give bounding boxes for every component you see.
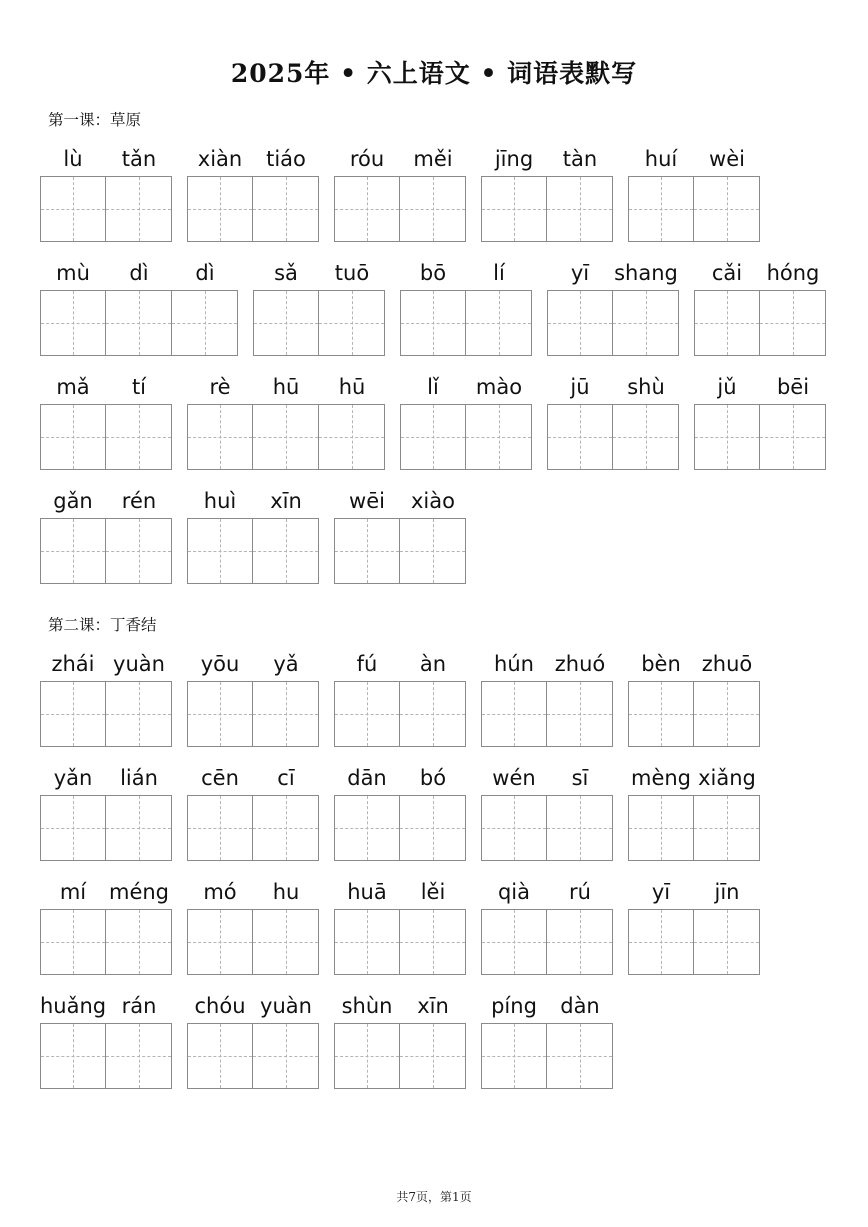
tianzige-writing-box[interactable] bbox=[253, 909, 319, 975]
character-cell bbox=[187, 989, 253, 1089]
character-cell bbox=[694, 761, 760, 861]
tianzige-writing-box[interactable] bbox=[547, 290, 613, 356]
word-entry bbox=[628, 142, 760, 242]
tianzige-writing-box[interactable] bbox=[400, 290, 466, 356]
character-cell bbox=[547, 647, 613, 747]
character-cell bbox=[106, 761, 172, 861]
character-cell bbox=[481, 647, 547, 747]
pinyin-label: chóu bbox=[194, 994, 246, 1018]
pinyin-label: yōu bbox=[200, 652, 240, 676]
character-cell bbox=[613, 370, 679, 470]
pinyin-label: mǎ bbox=[56, 375, 90, 399]
tianzige-writing-box[interactable] bbox=[400, 909, 466, 975]
pinyin-label: xīn bbox=[270, 489, 302, 513]
word-entry bbox=[547, 256, 679, 356]
tianzige-writing-box[interactable] bbox=[187, 404, 253, 470]
pinyin-label: xiàn bbox=[197, 147, 243, 171]
pinyin-label: lù bbox=[63, 147, 83, 171]
character-cell bbox=[760, 370, 826, 470]
character-cell bbox=[628, 875, 694, 975]
lesson-title: 第一课：草原 bbox=[48, 111, 142, 129]
pinyin-label: huì bbox=[203, 489, 237, 513]
tianzige-writing-box[interactable] bbox=[466, 290, 532, 356]
character-cell bbox=[466, 256, 532, 356]
character-cell bbox=[319, 370, 385, 470]
tianzige-writing-box[interactable] bbox=[481, 1023, 547, 1089]
tianzige-writing-box[interactable] bbox=[481, 681, 547, 747]
tianzige-writing-box[interactable] bbox=[694, 176, 760, 242]
tianzige-writing-box[interactable] bbox=[400, 795, 466, 861]
character-cell bbox=[172, 256, 238, 356]
word-entry bbox=[187, 989, 319, 1089]
tianzige-writing-box[interactable] bbox=[334, 909, 400, 975]
tianzige-writing-box[interactable] bbox=[334, 176, 400, 242]
tianzige-writing-box[interactable] bbox=[613, 404, 679, 470]
pinyin-label: rè bbox=[209, 375, 231, 399]
pinyin-label: yǎn bbox=[53, 766, 93, 790]
character-cell bbox=[547, 761, 613, 861]
character-cell bbox=[40, 142, 106, 242]
pinyin-label: tuō bbox=[334, 261, 370, 285]
pinyin-label: lí bbox=[493, 261, 505, 285]
pinyin-label: huǎng bbox=[40, 994, 107, 1018]
pinyin-label: xiǎng bbox=[698, 766, 756, 790]
pinyin-label: fú bbox=[356, 652, 378, 676]
pinyin-label: hu bbox=[272, 880, 300, 904]
character-cell bbox=[400, 647, 466, 747]
character-cell bbox=[187, 761, 253, 861]
tianzige-writing-box[interactable] bbox=[40, 909, 106, 975]
tianzige-writing-box[interactable] bbox=[106, 404, 172, 470]
character-cell bbox=[694, 370, 760, 470]
pinyin-label: dì bbox=[129, 261, 149, 285]
character-cell bbox=[400, 761, 466, 861]
tianzige-writing-box[interactable] bbox=[187, 176, 253, 242]
tianzige-writing-box[interactable] bbox=[481, 795, 547, 861]
character-cell bbox=[253, 989, 319, 1089]
tianzige-writing-box[interactable] bbox=[628, 681, 694, 747]
tianzige-writing-box[interactable] bbox=[628, 795, 694, 861]
pinyin-label: zhuō bbox=[701, 652, 753, 676]
character-cell bbox=[187, 370, 253, 470]
character-cell bbox=[694, 256, 760, 356]
pinyin-label: rú bbox=[569, 880, 591, 904]
tianzige-writing-box[interactable] bbox=[400, 1023, 466, 1089]
word-entry bbox=[628, 761, 760, 861]
character-cell bbox=[334, 875, 400, 975]
tianzige-writing-box[interactable] bbox=[187, 909, 253, 975]
character-cell bbox=[187, 647, 253, 747]
character-cell bbox=[547, 142, 613, 242]
character-cell bbox=[253, 647, 319, 747]
word-entry bbox=[628, 875, 760, 975]
pinyin-label: wèi bbox=[709, 147, 745, 171]
character-cell bbox=[106, 989, 172, 1089]
pinyin-label: jū bbox=[570, 375, 590, 399]
pinyin-label: wén bbox=[492, 766, 536, 790]
tianzige-writing-box[interactable] bbox=[694, 795, 760, 861]
character-cell bbox=[481, 989, 547, 1089]
character-cell bbox=[547, 875, 613, 975]
pinyin-label: dì bbox=[195, 261, 215, 285]
character-cell bbox=[547, 370, 613, 470]
character-cell bbox=[481, 761, 547, 861]
tianzige-writing-box[interactable] bbox=[613, 290, 679, 356]
character-cell bbox=[481, 875, 547, 975]
character-cell bbox=[40, 761, 106, 861]
character-cell bbox=[694, 142, 760, 242]
tianzige-writing-box[interactable] bbox=[253, 518, 319, 584]
lesson-title: 第二课：丁香结 bbox=[48, 616, 157, 634]
tianzige-writing-box[interactable] bbox=[40, 681, 106, 747]
tianzige-writing-box[interactable] bbox=[187, 795, 253, 861]
word-entry bbox=[481, 647, 613, 747]
pinyin-label: shang bbox=[614, 261, 678, 285]
pinyin-label: cēn bbox=[201, 766, 239, 790]
character-cell bbox=[106, 256, 172, 356]
word-entry bbox=[694, 370, 826, 470]
character-cell bbox=[40, 875, 106, 975]
character-cell bbox=[106, 647, 172, 747]
word-entry bbox=[187, 761, 319, 861]
tianzige-writing-box[interactable] bbox=[187, 681, 253, 747]
character-cell bbox=[187, 142, 253, 242]
word-entry bbox=[253, 256, 385, 356]
tianzige-writing-box[interactable] bbox=[106, 290, 172, 356]
pinyin-label: shù bbox=[627, 375, 665, 399]
word-entry bbox=[40, 989, 172, 1089]
character-cell bbox=[694, 875, 760, 975]
word-entry bbox=[40, 484, 172, 584]
pinyin-label: cī bbox=[277, 766, 295, 790]
tianzige-writing-box[interactable] bbox=[253, 290, 319, 356]
pinyin-label: dān bbox=[347, 766, 387, 790]
tianzige-writing-box[interactable] bbox=[334, 795, 400, 861]
pinyin-label: wēi bbox=[349, 489, 385, 513]
tianzige-writing-box[interactable] bbox=[400, 681, 466, 747]
tianzige-writing-box[interactable] bbox=[187, 1023, 253, 1089]
word-entry bbox=[334, 989, 466, 1089]
pinyin-label: dàn bbox=[560, 994, 600, 1018]
tianzige-writing-box[interactable] bbox=[106, 909, 172, 975]
pinyin-label: hún bbox=[494, 652, 534, 676]
tianzige-writing-box[interactable] bbox=[466, 404, 532, 470]
character-cell bbox=[253, 142, 319, 242]
pinyin-label: gǎn bbox=[53, 489, 93, 513]
tianzige-writing-box[interactable] bbox=[319, 404, 385, 470]
tianzige-writing-box[interactable] bbox=[694, 909, 760, 975]
word-entry bbox=[694, 256, 826, 356]
pinyin-label: zhái bbox=[51, 652, 95, 676]
word-entry bbox=[334, 484, 466, 584]
pinyin-label: tǎn bbox=[121, 147, 157, 171]
tianzige-writing-box[interactable] bbox=[400, 404, 466, 470]
word-entry bbox=[400, 256, 532, 356]
character-cell bbox=[628, 761, 694, 861]
character-cell bbox=[106, 875, 172, 975]
character-cell bbox=[694, 647, 760, 747]
tianzige-writing-box[interactable] bbox=[106, 681, 172, 747]
pinyin-label: àn bbox=[419, 652, 447, 676]
tianzige-writing-box[interactable] bbox=[547, 681, 613, 747]
tianzige-writing-box[interactable] bbox=[172, 290, 238, 356]
word-entry bbox=[481, 989, 613, 1089]
pinyin-label: róu bbox=[349, 147, 385, 171]
tianzige-writing-box[interactable] bbox=[400, 176, 466, 242]
word-entry bbox=[547, 370, 679, 470]
tianzige-writing-box[interactable] bbox=[40, 795, 106, 861]
character-cell bbox=[481, 142, 547, 242]
tianzige-writing-box[interactable] bbox=[319, 290, 385, 356]
character-cell bbox=[400, 875, 466, 975]
pinyin-label: hóng bbox=[766, 261, 820, 285]
pinyin-label: cǎi bbox=[711, 261, 743, 285]
tianzige-writing-box[interactable] bbox=[106, 518, 172, 584]
tianzige-writing-box[interactable] bbox=[628, 176, 694, 242]
pinyin-label: mào bbox=[475, 375, 523, 399]
word-entry bbox=[40, 761, 172, 861]
pinyin-label: tiáo bbox=[266, 147, 306, 171]
pinyin-label: rén bbox=[121, 489, 157, 513]
tianzige-writing-box[interactable] bbox=[760, 290, 826, 356]
tianzige-writing-box[interactable] bbox=[187, 518, 253, 584]
tianzige-writing-box[interactable] bbox=[694, 404, 760, 470]
word-entry bbox=[481, 142, 613, 242]
character-cell bbox=[466, 370, 532, 470]
tianzige-writing-box[interactable] bbox=[253, 795, 319, 861]
pinyin-label: huā bbox=[347, 880, 387, 904]
tianzige-writing-box[interactable] bbox=[760, 404, 826, 470]
character-cell bbox=[253, 761, 319, 861]
character-cell bbox=[253, 370, 319, 470]
pinyin-label: sǎ bbox=[274, 261, 298, 285]
tianzige-writing-box[interactable] bbox=[253, 404, 319, 470]
pinyin-label: tàn bbox=[562, 147, 598, 171]
pinyin-label: yī bbox=[651, 880, 671, 904]
tianzige-writing-box[interactable] bbox=[334, 1023, 400, 1089]
tianzige-writing-box[interactable] bbox=[628, 909, 694, 975]
tianzige-writing-box[interactable] bbox=[40, 1023, 106, 1089]
character-cell bbox=[40, 989, 106, 1089]
pinyin-label: měi bbox=[413, 147, 453, 171]
tianzige-writing-box[interactable] bbox=[334, 681, 400, 747]
word-entry bbox=[40, 142, 172, 242]
pinyin-label: mó bbox=[203, 880, 237, 904]
pinyin-label: bèn bbox=[641, 652, 681, 676]
word-entry bbox=[187, 142, 319, 242]
tianzige-writing-box[interactable] bbox=[253, 681, 319, 747]
character-cell bbox=[547, 989, 613, 1089]
pinyin-label: hū bbox=[272, 375, 300, 399]
word-entry bbox=[400, 370, 532, 470]
word-entry bbox=[187, 370, 385, 470]
word-entry bbox=[334, 875, 466, 975]
tianzige-writing-box[interactable] bbox=[481, 176, 547, 242]
pinyin-label: xīn bbox=[417, 994, 449, 1018]
tianzige-writing-box[interactable] bbox=[547, 909, 613, 975]
tianzige-writing-box[interactable] bbox=[547, 795, 613, 861]
character-cell bbox=[400, 142, 466, 242]
pinyin-label: jǔ bbox=[717, 375, 737, 399]
tianzige-writing-box[interactable] bbox=[253, 176, 319, 242]
pinyin-label: mù bbox=[56, 261, 90, 285]
tianzige-writing-box[interactable] bbox=[694, 681, 760, 747]
character-cell bbox=[40, 647, 106, 747]
page-title: 2025年 • 六上语文 • 词语表默写 bbox=[230, 59, 638, 88]
character-cell bbox=[253, 875, 319, 975]
character-cell bbox=[400, 370, 466, 470]
tianzige-writing-box[interactable] bbox=[547, 176, 613, 242]
word-entry bbox=[334, 142, 466, 242]
pinyin-label: lǐ bbox=[427, 375, 439, 399]
pinyin-label: bó bbox=[419, 766, 447, 790]
word-entry bbox=[187, 484, 319, 584]
tianzige-writing-box[interactable] bbox=[106, 1023, 172, 1089]
pinyin-label: píng bbox=[491, 994, 537, 1018]
character-cell bbox=[187, 484, 253, 584]
character-cell bbox=[628, 647, 694, 747]
pinyin-label: tí bbox=[131, 375, 147, 399]
tianzige-writing-box[interactable] bbox=[253, 1023, 319, 1089]
character-cell bbox=[400, 256, 466, 356]
character-cell bbox=[253, 256, 319, 356]
word-entry bbox=[187, 647, 319, 747]
pinyin-label: rán bbox=[121, 994, 157, 1018]
tianzige-writing-box[interactable] bbox=[40, 404, 106, 470]
tianzige-writing-box[interactable] bbox=[334, 518, 400, 584]
character-cell bbox=[334, 484, 400, 584]
pinyin-label: zhuó bbox=[554, 652, 606, 676]
pinyin-label: bēi bbox=[776, 375, 810, 399]
pinyin-label: yǎ bbox=[273, 652, 299, 676]
tianzige-writing-box[interactable] bbox=[106, 795, 172, 861]
pinyin-label: jīn bbox=[714, 880, 740, 904]
pinyin-label: lián bbox=[120, 766, 158, 790]
word-entry bbox=[334, 647, 466, 747]
pinyin-label: mí bbox=[59, 880, 87, 904]
word-entry bbox=[628, 647, 760, 747]
character-cell bbox=[613, 256, 679, 356]
character-cell bbox=[40, 370, 106, 470]
word-entry bbox=[40, 647, 172, 747]
tianzige-writing-box[interactable] bbox=[694, 290, 760, 356]
pinyin-label: mèng bbox=[630, 766, 692, 790]
character-cell bbox=[187, 875, 253, 975]
pinyin-label: yuàn bbox=[113, 652, 165, 676]
tianzige-writing-box[interactable] bbox=[40, 518, 106, 584]
word-entry bbox=[40, 370, 172, 470]
tianzige-writing-box[interactable] bbox=[481, 909, 547, 975]
word-entry bbox=[40, 256, 238, 356]
character-cell bbox=[40, 484, 106, 584]
word-entry bbox=[481, 875, 613, 975]
character-cell bbox=[628, 142, 694, 242]
character-cell bbox=[334, 989, 400, 1089]
tianzige-writing-box[interactable] bbox=[400, 518, 466, 584]
character-cell bbox=[334, 647, 400, 747]
tianzige-writing-box[interactable] bbox=[106, 176, 172, 242]
character-cell bbox=[334, 761, 400, 861]
word-entry bbox=[40, 875, 172, 975]
pinyin-label: jīng bbox=[494, 147, 534, 171]
character-cell bbox=[547, 256, 613, 356]
pinyin-label: hū bbox=[338, 375, 366, 399]
pinyin-label: bō bbox=[419, 261, 447, 285]
tianzige-writing-box[interactable] bbox=[40, 290, 106, 356]
pinyin-label: qià bbox=[497, 880, 531, 904]
pinyin-label: sī bbox=[571, 766, 589, 790]
tianzige-writing-box[interactable] bbox=[547, 404, 613, 470]
word-entry bbox=[187, 875, 319, 975]
word-entry bbox=[481, 761, 613, 861]
page-footer: 共7页，第1页 bbox=[396, 1190, 472, 1204]
character-cell bbox=[106, 370, 172, 470]
tianzige-writing-box[interactable] bbox=[547, 1023, 613, 1089]
pinyin-label: huí bbox=[644, 147, 678, 171]
character-cell bbox=[253, 484, 319, 584]
character-cell bbox=[400, 989, 466, 1089]
pinyin-label: yī bbox=[570, 261, 590, 285]
character-cell bbox=[319, 256, 385, 356]
character-cell bbox=[334, 142, 400, 242]
character-cell bbox=[400, 484, 466, 584]
pinyin-label: yuàn bbox=[260, 994, 312, 1018]
pinyin-label: lěi bbox=[420, 880, 446, 904]
pinyin-label: xiào bbox=[411, 489, 455, 513]
tianzige-writing-box[interactable] bbox=[40, 176, 106, 242]
character-cell bbox=[40, 256, 106, 356]
pinyin-label: méng bbox=[108, 880, 170, 904]
character-cell bbox=[106, 484, 172, 584]
character-cell bbox=[106, 142, 172, 242]
character-cell bbox=[760, 256, 826, 356]
pinyin-label: shùn bbox=[341, 994, 393, 1018]
word-entry bbox=[334, 761, 466, 861]
